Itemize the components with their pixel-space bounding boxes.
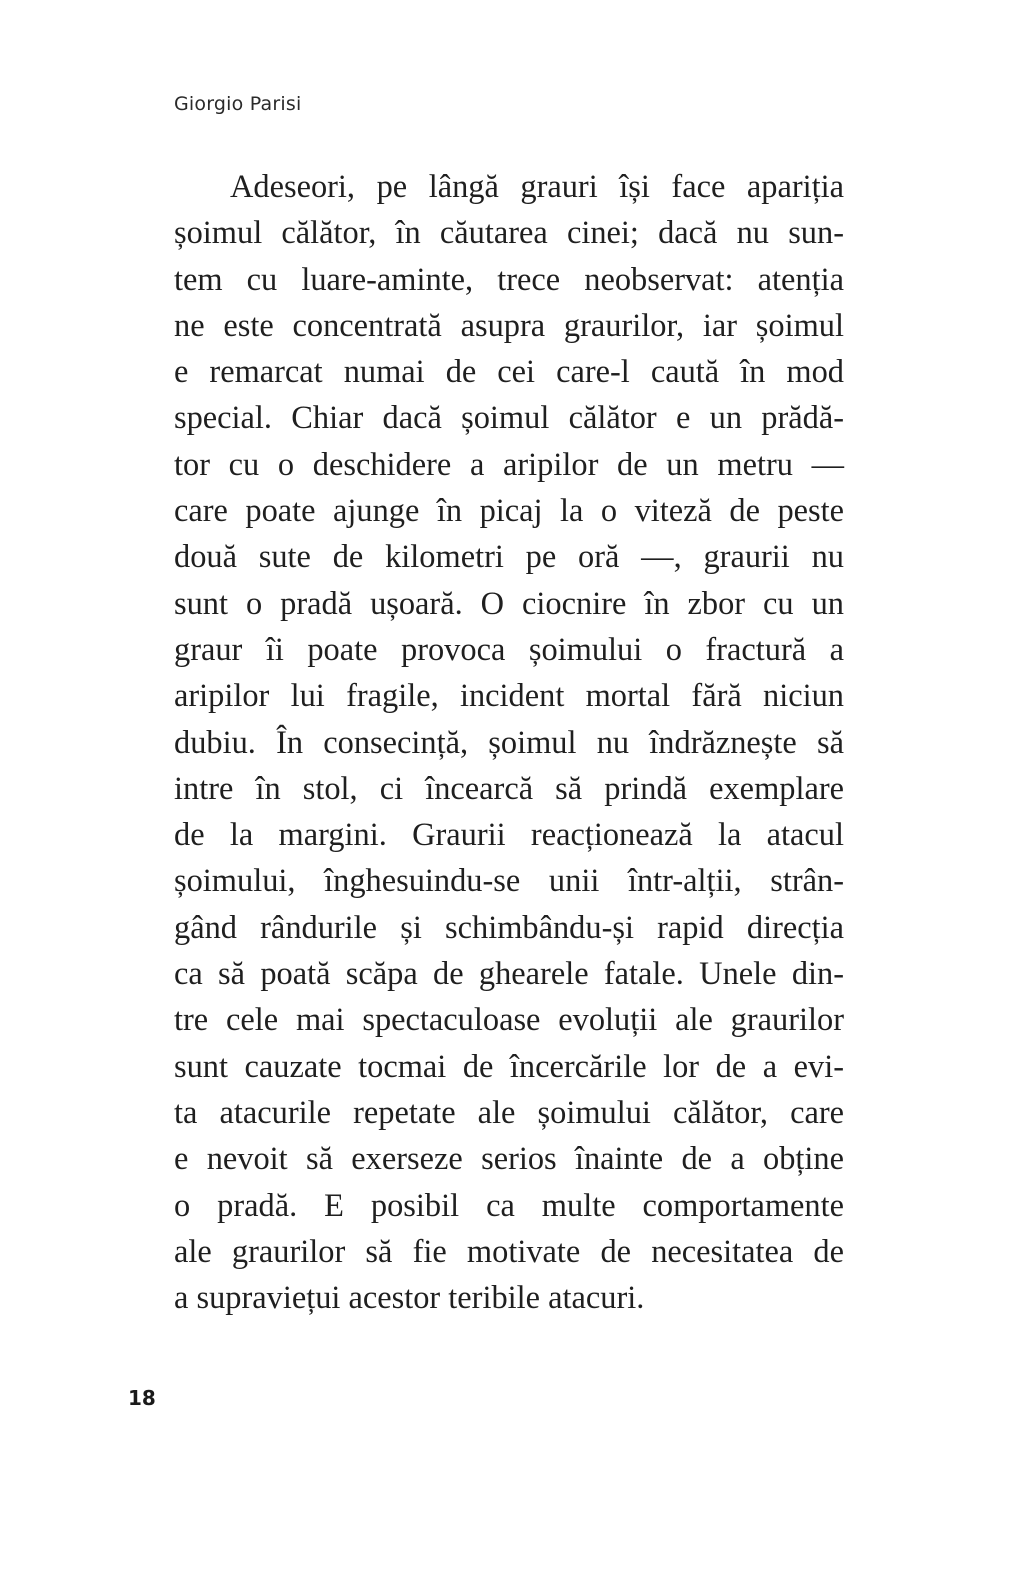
paragraph-line: Adeseori, pe lângă grauri își face apariția (230, 169, 844, 205)
paragraph-line: care poate ajunge în picaj la o viteză de peste (174, 493, 844, 530)
paragraph-line: aripilor lui fragile, incident mortal fără niciun (174, 678, 844, 715)
paragraph-line: șoimului, înghesuindu-se unii într-alții, strân- (174, 863, 844, 900)
paragraph-line: sunt cauzate tocmai de încercările lor de a evi- (174, 1048, 844, 1085)
paragraph-line: șoimul călător, în căutarea cinei; dacă nu sun- (174, 215, 844, 252)
paragraph-line: tem cu luare-aminte, trece neobservat: atenția (174, 261, 844, 298)
paragraph-line: graur îi poate provoca șoimului o fractură a (174, 631, 844, 668)
paragraph-line: gând rândurile și schimbându-și rapid direcția (174, 909, 844, 946)
paragraph-line: dubiu. În consecință, șoimul nu îndrăznește să (174, 724, 844, 761)
paragraph-line: ne este concentrată asupra graurilor, iar șoimul (174, 307, 844, 344)
paragraph-line: sunt o pradă ușoară. O ciocnire în zbor cu un (174, 585, 844, 622)
paragraph-line: ca să poată scăpa de ghearele fatale. Unele din- (174, 956, 844, 993)
paragraph-line: ta atacurile repetate ale șoimului călător, care (174, 1094, 844, 1131)
paragraph-line: două sute de kilometri pe oră —, graurii nu (174, 539, 844, 576)
paragraph-line: intre în stol, ci încearcă să prindă exemplare (174, 770, 844, 807)
running-head: Giorgio Parisi (174, 93, 302, 115)
paragraph-line: o pradă. E posibil ca multe comportamente (174, 1187, 844, 1224)
paragraph-line: tor cu o deschidere a aripilor de un metru — (174, 446, 844, 483)
body-paragraph (174, 164, 844, 1321)
paragraph-line: tre cele mai spectaculoase evoluții ale graurilor (174, 1002, 844, 1039)
paragraph-line: e remarcat numai de cei care-l caută în mod (174, 354, 844, 391)
paragraph-line: ale graurilor să fie motivate de necesitatea de (174, 1233, 844, 1270)
page-number: 18 (128, 1386, 156, 1410)
paragraph-line: a supraviețui acestor teribile atacuri. (174, 1280, 645, 1317)
paragraph-line: special. Chiar dacă șoimul călător e un prădă- (174, 400, 844, 437)
paragraph-line: de la margini. Graurii reacționează la atacul (174, 817, 844, 854)
paragraph-line: e nevoit să exerseze serios înainte de a obține (174, 1141, 844, 1178)
